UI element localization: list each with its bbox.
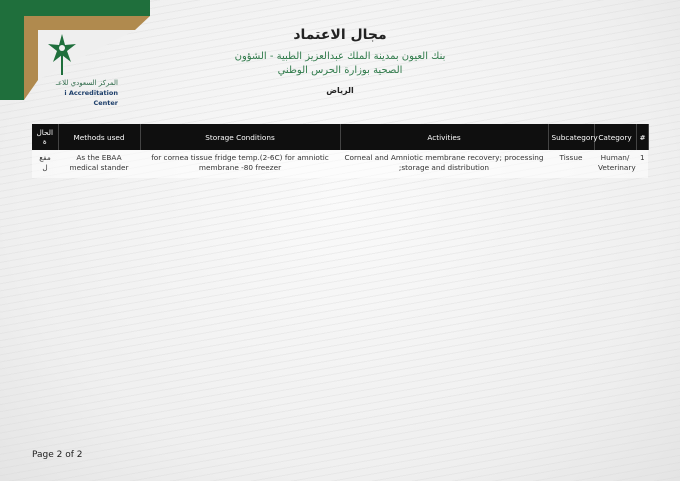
organization-name <box>220 50 460 78</box>
page-number: Page 2 of 2 <box>32 450 83 460</box>
cell-number: 1 <box>636 150 648 178</box>
column-header-methods: Methods used <box>58 124 140 150</box>
column-header-subcategory: Subcategory <box>548 124 594 150</box>
city-label: الرياض <box>326 86 354 95</box>
logo-caption <box>38 78 118 108</box>
column-header-activities: Activities <box>340 124 548 150</box>
logo-arabic-text: المركز السعودي للاعـ <box>55 79 118 87</box>
document-header <box>220 26 460 95</box>
column-header-storage: Storage Conditions <box>140 124 340 150</box>
table-row <box>32 150 648 178</box>
cell-subcategory: Tissue <box>548 150 594 178</box>
organization-line-2: الصحية بوزارة الحرس الوطني <box>277 65 403 76</box>
cell-category: Human/ Veterinary <box>594 150 636 178</box>
organization-line-1: بنك العيون بمدينة الملك عبدالعزيز الطبية - الشؤون <box>234 51 446 62</box>
table-header-row <box>32 124 648 150</box>
logo-english-text: i Accreditation Center <box>64 89 118 107</box>
cell-storage: for cornea tissue fridge temp.(2-6C) for amniotic membrane -80 freezer <box>140 150 340 178</box>
column-header-status: الحال ة <box>32 124 58 150</box>
cell-methods: As the EBAA medical stander <box>58 150 140 178</box>
scope-table <box>32 124 649 178</box>
page-title: مجال الاعتماد <box>293 27 387 43</box>
cell-status: مفع ل <box>32 150 58 178</box>
column-header-category: Category <box>594 124 636 150</box>
column-header-number: # <box>636 124 648 150</box>
cell-activities: Corneal and Amniotic membrane recovery; processing ;storage and distribution <box>340 150 548 178</box>
